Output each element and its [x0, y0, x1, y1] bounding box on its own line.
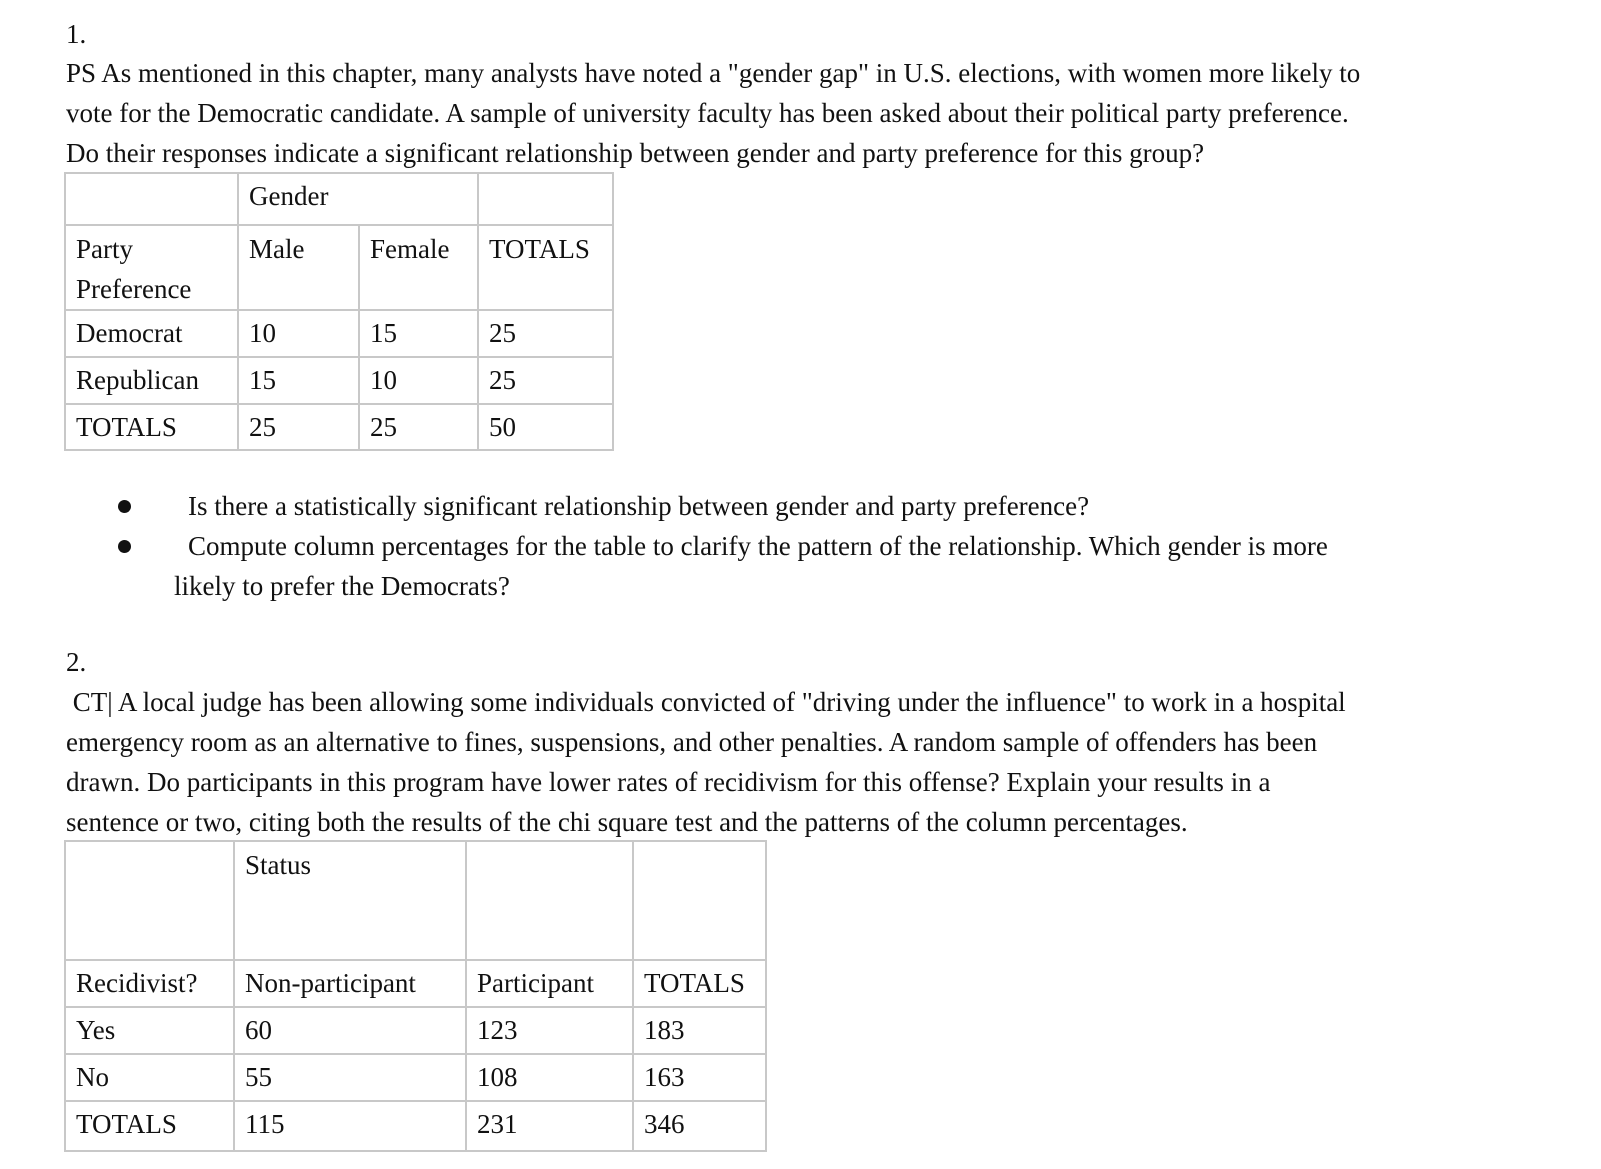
- row-header: Recidivist?: [65, 960, 234, 1007]
- table-cell: 55: [234, 1054, 466, 1101]
- table-cell: 25: [238, 404, 359, 450]
- table-row: [65, 310, 613, 357]
- list-item: [118, 486, 1558, 526]
- table-cell: 50: [478, 404, 613, 450]
- table-cell: [633, 841, 766, 960]
- table-row: [65, 960, 766, 1007]
- table-cell: [238, 173, 359, 225]
- row-label: Democrat: [65, 310, 238, 357]
- table-cell: 10: [359, 357, 478, 404]
- row-label: Yes: [65, 1007, 234, 1054]
- bullet-icon: [118, 500, 131, 513]
- table-row: [65, 1101, 766, 1151]
- table-cell: 10: [238, 310, 359, 357]
- table-cell: 123: [466, 1007, 633, 1054]
- table-cell: [65, 225, 238, 310]
- table-cell: [65, 173, 238, 225]
- column-header-totals: TOTALS: [478, 225, 613, 310]
- table-cell: 346: [633, 1101, 766, 1151]
- table-cell: 25: [359, 404, 478, 450]
- bullet-text-continuation: likely to prefer the Democrats?: [174, 571, 510, 601]
- table-row: [65, 357, 613, 404]
- list-item: [118, 526, 1558, 606]
- column-header-non-participant: Non-participant: [234, 960, 466, 1007]
- table-row: [65, 225, 613, 310]
- table-cell: [65, 841, 234, 960]
- table-row: [65, 1007, 766, 1054]
- question-1-bullets: [118, 486, 1558, 606]
- question-2-line: sentence or two, citing both the results of the chi square test and the patterns of the column percentages.: [66, 807, 1188, 837]
- question-2-number: 2.: [66, 647, 87, 677]
- row-header-line: Party: [76, 234, 133, 264]
- gender-party-table: [64, 172, 614, 451]
- recidivism-table: [64, 840, 767, 1152]
- column-header-male: Male: [238, 225, 359, 310]
- question-2-line: emergency room as an alternative to fines, suspensions, and other penalties. A random sample of offenders has been: [66, 727, 1318, 757]
- table-cell: 231: [466, 1101, 633, 1151]
- question-1-number: 1.: [66, 19, 87, 49]
- table-cell: 60: [234, 1007, 466, 1054]
- status-group-label: Status: [234, 841, 466, 960]
- row-label: No: [65, 1054, 234, 1101]
- table-cell: 183: [633, 1007, 766, 1054]
- question-1-text: [66, 53, 1566, 173]
- table-cell: 115: [234, 1101, 466, 1151]
- bullet-icon: [118, 540, 131, 553]
- row-label: TOTALS: [65, 404, 238, 450]
- column-header-totals: TOTALS: [633, 960, 766, 1007]
- table-cell: 163: [633, 1054, 766, 1101]
- table-row: [65, 404, 613, 450]
- table-cell: [359, 173, 478, 225]
- table-cell: 15: [238, 357, 359, 404]
- table-cell: 25: [478, 357, 613, 404]
- table-cell: 15: [359, 310, 478, 357]
- table-cell: 108: [466, 1054, 633, 1101]
- table-cell: [466, 841, 633, 960]
- question-1-line: Do their responses indicate a significant relationship between gender and party preference for this group?: [66, 138, 1205, 168]
- bullet-text: Is there a statistically significant relationship between gender and party preference?: [188, 491, 1090, 521]
- row-label: TOTALS: [65, 1101, 234, 1151]
- column-header-participant: Participant: [466, 960, 633, 1007]
- question-2-line: drawn. Do participants in this program have lower rates of recidivism for this offense? Explain your results in a: [66, 767, 1271, 797]
- table-row: [65, 173, 613, 225]
- question-2-line: CT| A local judge has been allowing some individuals convicted of "driving under the influence" to work in a hospital: [66, 687, 1346, 717]
- question-2-text: [66, 682, 1566, 842]
- table-row: [65, 1054, 766, 1101]
- table-row: [65, 841, 766, 960]
- question-1-line: vote for the Democratic candidate. A sample of university faculty has been asked about their political party preference.: [66, 98, 1349, 128]
- table-cell: 25: [478, 310, 613, 357]
- row-label: Republican: [65, 357, 238, 404]
- question-1-line: PS As mentioned in this chapter, many analysts have noted a "gender gap" in U.S. elections, with women more likely to: [66, 58, 1361, 88]
- bullet-text: Compute column percentages for the table to clarify the pattern of the relationship. Which gender is more: [188, 531, 1328, 561]
- gender-group-label: Gender: [249, 181, 329, 211]
- column-header-female: Female: [359, 225, 478, 310]
- table-cell: [478, 173, 613, 225]
- row-header-line: Preference: [76, 274, 192, 304]
